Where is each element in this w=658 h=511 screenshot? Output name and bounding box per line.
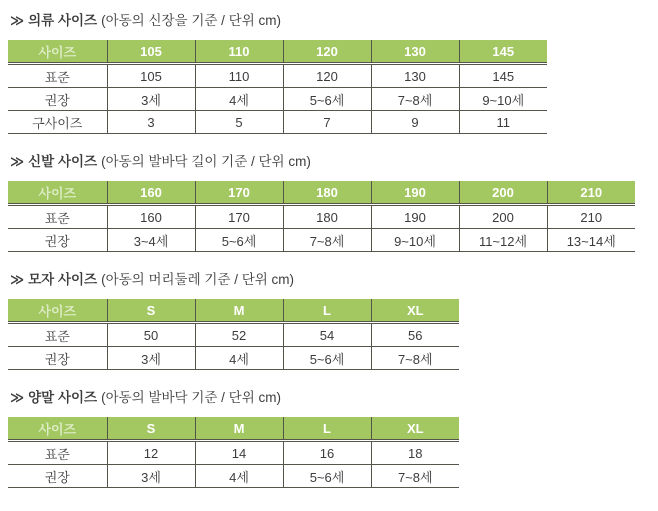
header-cell: 210: [547, 181, 635, 205]
table-row: [8, 229, 635, 252]
section-subtitle: (아동의 발바닥 기준 / 단위 cm): [101, 390, 282, 405]
size-table-hats: [8, 299, 459, 370]
value-cell: 4세: [195, 88, 283, 111]
row-label-cell: 권장: [8, 88, 107, 111]
header-cell: 180: [283, 181, 371, 205]
double-chevron-icon: ≫: [10, 390, 24, 405]
header-cell: 160: [107, 181, 195, 205]
table-row: [8, 111, 547, 134]
value-cell: 11~12세: [459, 229, 547, 252]
value-cell: 16: [283, 441, 371, 465]
value-cell: 13~14세: [547, 229, 635, 252]
value-cell: 18: [371, 441, 459, 465]
row-label-cell: 권장: [8, 347, 107, 370]
header-cell: 130: [371, 40, 459, 64]
double-chevron-icon: ≫: [10, 272, 24, 287]
section-subtitle: (아동의 머리둘레 기준 / 단위 cm): [101, 272, 295, 287]
value-cell: 7~8세: [371, 347, 459, 370]
table-row: [8, 441, 459, 465]
header-cell-size-label: 사이즈: [8, 417, 107, 441]
table-row: [8, 347, 459, 370]
table-header-row: [8, 181, 635, 205]
value-cell: 190: [371, 205, 459, 229]
value-cell: 105: [107, 64, 195, 88]
section-title: 의류 사이즈: [28, 13, 98, 28]
double-chevron-icon: ≫: [10, 154, 24, 169]
value-cell: 4세: [195, 347, 283, 370]
value-cell: 12: [107, 441, 195, 465]
header-cell: 110: [195, 40, 283, 64]
value-cell: 3세: [107, 88, 195, 111]
row-label-cell: 권장: [8, 229, 107, 252]
header-cell-size-label: 사이즈: [8, 299, 107, 323]
row-label-cell: 권장: [8, 465, 107, 488]
value-cell: 7~8세: [371, 88, 459, 111]
header-cell: M: [195, 417, 283, 441]
section-hats: [8, 271, 650, 370]
value-cell: 9~10세: [459, 88, 547, 111]
header-cell: 120: [283, 40, 371, 64]
value-cell: 3~4세: [107, 229, 195, 252]
section-socks: [8, 389, 650, 488]
value-cell: 7~8세: [371, 465, 459, 488]
value-cell: 9~10세: [371, 229, 459, 252]
value-cell: 160: [107, 205, 195, 229]
header-cell: L: [283, 299, 371, 323]
value-cell: 130: [371, 64, 459, 88]
value-cell: 110: [195, 64, 283, 88]
value-cell: 145: [459, 64, 547, 88]
size-table-shoes: [8, 181, 635, 252]
section-heading-clothing: [10, 12, 650, 29]
value-cell: 170: [195, 205, 283, 229]
value-cell: 200: [459, 205, 547, 229]
value-cell: 11: [459, 111, 547, 134]
header-cell: 200: [459, 181, 547, 205]
table-header-row: [8, 40, 547, 64]
section-heading-socks: [10, 389, 650, 406]
row-label-cell: 표준: [8, 441, 107, 465]
value-cell: 180: [283, 205, 371, 229]
value-cell: 56: [371, 323, 459, 347]
value-cell: 5~6세: [283, 465, 371, 488]
header-cell: M: [195, 299, 283, 323]
value-cell: 50: [107, 323, 195, 347]
value-cell: 5: [195, 111, 283, 134]
table-header-row: [8, 299, 459, 323]
value-cell: 3세: [107, 347, 195, 370]
value-cell: 120: [283, 64, 371, 88]
size-table-socks: [8, 417, 459, 488]
header-cell-size-label: 사이즈: [8, 181, 107, 205]
row-label-cell: 구사이즈: [8, 111, 107, 134]
section-heading-shoes: [10, 153, 650, 170]
value-cell: 5~6세: [195, 229, 283, 252]
header-cell: S: [107, 299, 195, 323]
table-row: [8, 323, 459, 347]
value-cell: 4세: [195, 465, 283, 488]
value-cell: 3: [107, 111, 195, 134]
table-row: [8, 64, 547, 88]
header-cell: 105: [107, 40, 195, 64]
header-cell: 190: [371, 181, 459, 205]
section-subtitle: (아동의 발바닥 길이 기준 / 단위 cm): [101, 154, 311, 169]
section-shoes: [8, 153, 650, 252]
row-label-cell: 표준: [8, 64, 107, 88]
header-cell: L: [283, 417, 371, 441]
table-row: [8, 465, 459, 488]
section-title: 신발 사이즈: [28, 154, 98, 169]
section-subtitle: (아동의 신장을 기준 / 단위 cm): [101, 13, 282, 28]
header-cell-size-label: 사이즈: [8, 40, 107, 64]
value-cell: 9: [371, 111, 459, 134]
value-cell: 52: [195, 323, 283, 347]
header-cell: S: [107, 417, 195, 441]
section-clothing: [8, 12, 650, 134]
row-label-cell: 표준: [8, 323, 107, 347]
table-row: [8, 205, 635, 229]
header-cell: 170: [195, 181, 283, 205]
section-heading-hats: [10, 271, 650, 288]
value-cell: 3세: [107, 465, 195, 488]
size-table-clothing: [8, 40, 547, 134]
value-cell: 5~6세: [283, 88, 371, 111]
section-title: 양말 사이즈: [28, 390, 98, 405]
table-header-row: [8, 417, 459, 441]
value-cell: 14: [195, 441, 283, 465]
header-cell: XL: [371, 417, 459, 441]
header-cell: 145: [459, 40, 547, 64]
value-cell: 7~8세: [283, 229, 371, 252]
value-cell: 54: [283, 323, 371, 347]
value-cell: 7: [283, 111, 371, 134]
header-cell: XL: [371, 299, 459, 323]
row-label-cell: 표준: [8, 205, 107, 229]
double-chevron-icon: ≫: [10, 13, 24, 28]
value-cell: 210: [547, 205, 635, 229]
value-cell: 5~6세: [283, 347, 371, 370]
section-title: 모자 사이즈: [28, 272, 98, 287]
table-row: [8, 88, 547, 111]
